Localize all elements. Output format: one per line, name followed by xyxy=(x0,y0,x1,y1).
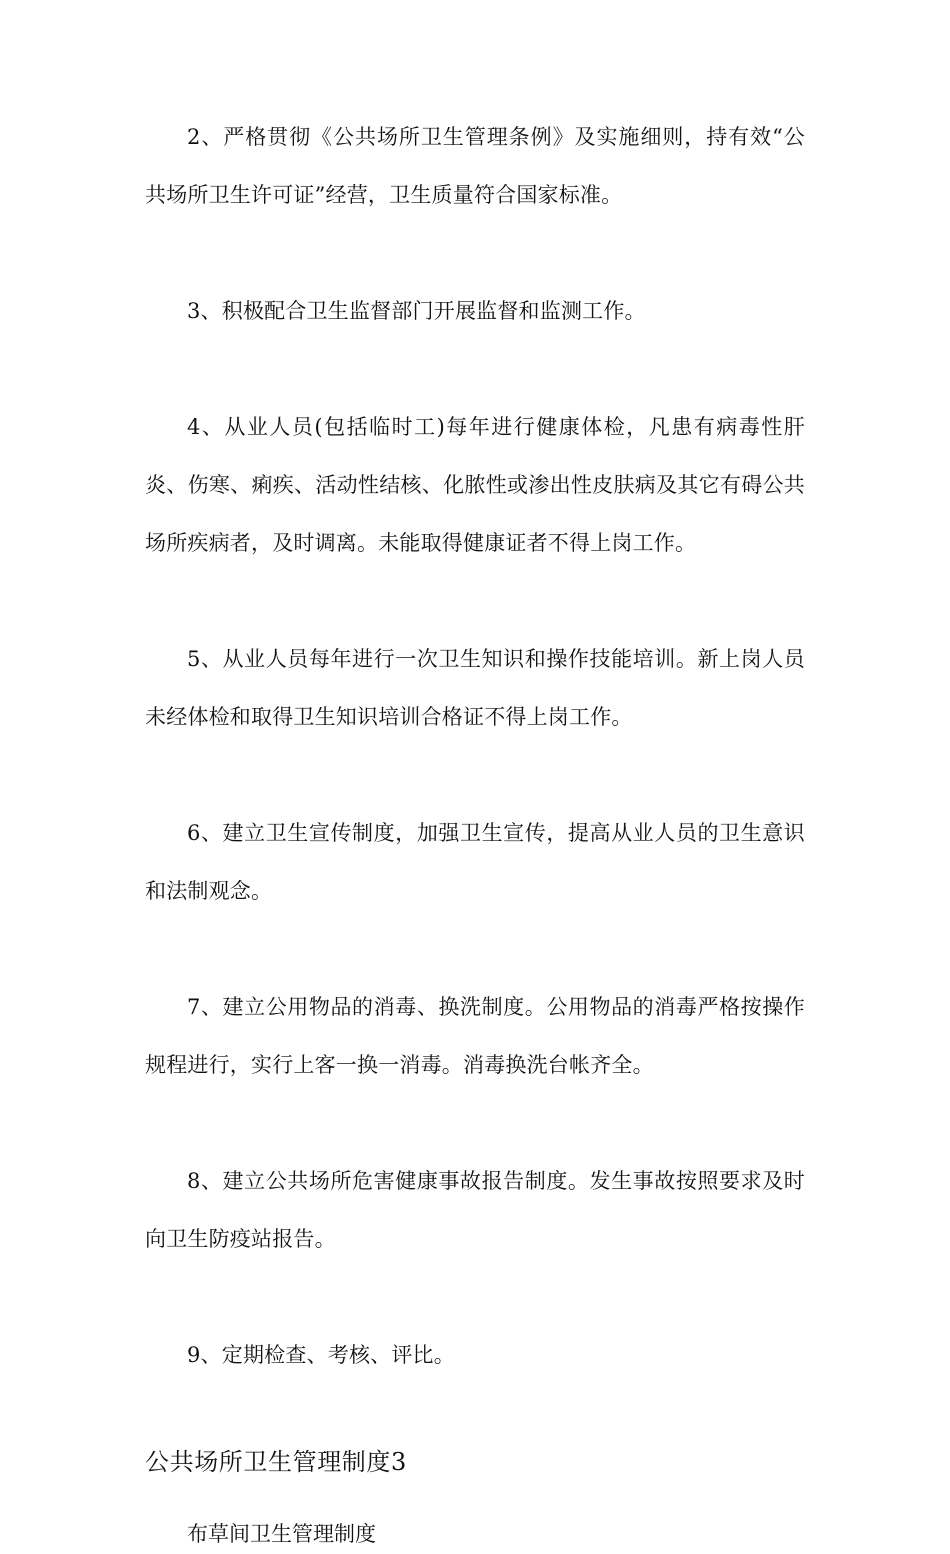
paragraph-item-7: 7、建立公用物品的消毒、换洗制度。公用物品的消毒严格按操作规程进行，实行上客一换一消毒。消毒换洗台帐齐全。 xyxy=(145,995,805,1077)
paragraph-item-2: 2、严格贯彻《公共场所卫生管理条例》及实施细则，持有效“公共场所卫生许可证”经营，卫生质量符合国家标准。 xyxy=(145,125,805,207)
paragraph-item-6: 6、建立卫生宣传制度，加强卫生宣传，提高从业人员的卫生意识和法制观念。 xyxy=(145,821,805,903)
paragraph-item-8: 8、建立公共场所危害健康事故报告制度。发生事故按照要求及时向卫生防疫站报告。 xyxy=(145,1169,805,1251)
section-heading: 公共场所卫生管理制度3 xyxy=(145,1448,407,1476)
subsection-title: 布草间卫生管理制度 xyxy=(187,1522,376,1546)
paragraph-item-3: 3、积极配合卫生监督部门开展监督和监测工作。 xyxy=(187,299,646,323)
paragraph-item-4: 4、从业人员(包括临时工)每年进行健康体检，凡患有病毒性肝炎、伤寒、痢疾、活动性结核、化脓性或渗出性皮肤病及其它有碍公共场所疾病者，及时调离。未能取得健康证者不得上岗工作。 xyxy=(145,415,805,555)
paragraph-item-9: 9、定期检查、考核、评比。 xyxy=(187,1343,455,1367)
document-body xyxy=(145,108,805,1554)
paragraph-item-5: 5、从业人员每年进行一次卫生知识和操作技能培训。新上岗人员未经体检和取得卫生知识培训合格证不得上岗工作。 xyxy=(145,647,805,729)
